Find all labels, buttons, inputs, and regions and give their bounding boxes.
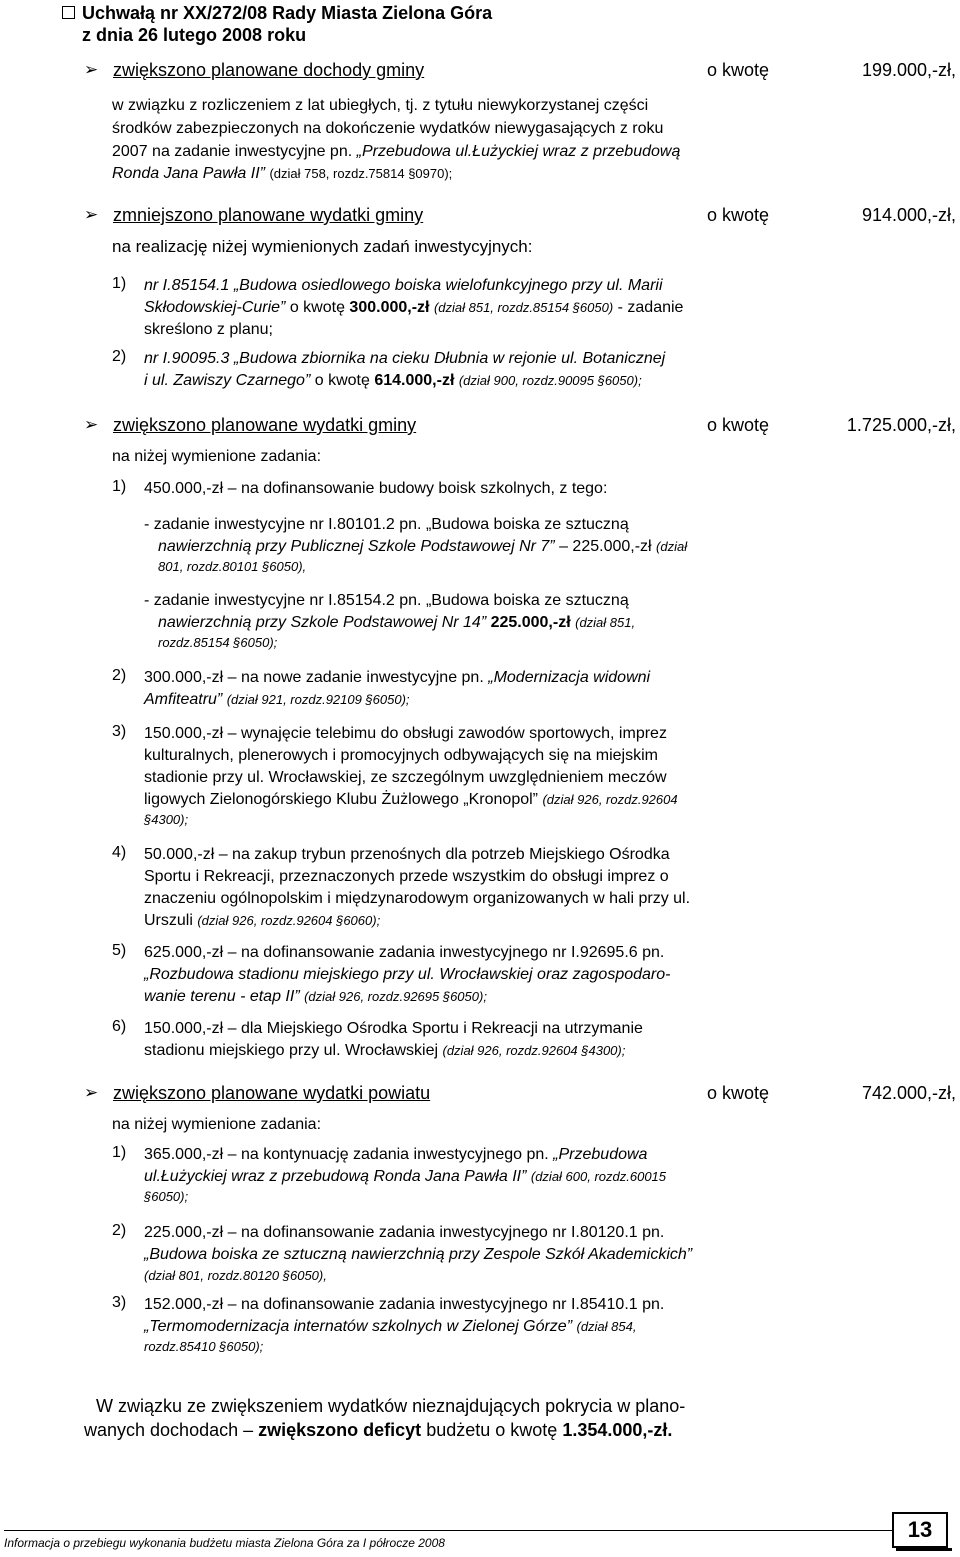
footer-rule [4,1530,892,1531]
section-amount: 742.000,-zł, [861,1083,956,1103]
list-item-line: „Budowa boiska ze sztuczną nawierzchnią przy Zespole Szkół Akademickich” [144,1246,693,1263]
list-item-line: (dział 801, rozdz.80120 §6050), [144,1268,327,1283]
section-intro: na niżej wymienione zadania: [112,448,322,465]
list-item-line: 152.000,-zł – na dofinansowanie zadania inwestycyjnego nr I.85410.1 pn. [144,1296,665,1313]
list-item-line: stadionie przy ul. Wrocławskiej, ze szczególnym uwzględnieniem meczów [144,769,667,786]
list-item-line: ul.Łużyckiej wraz z przebudową Ronda Jana Pawła II” (dział 600, rozdz.60015 [144,1168,667,1185]
list-number: 1) [112,1144,127,1161]
list-item-line: rozdz.85410 §6050); [144,1339,264,1354]
section-heading: zwiększono planowane wydatki gminy [113,415,417,435]
list-number: 4) [112,844,127,861]
list-item-line: Sportu i Rekreacji, przeznaczonych przede wszystkim do obsługi imprez o [144,868,669,885]
page-number-shadow [896,1548,952,1551]
list-item-line: 225.000,-zł – na dofinansowanie zadania inwestycyjnego nr I.80120.1 pn. [144,1224,665,1241]
o-kwote-label: o kwotę [707,415,770,435]
list-item-line: „Termomodernizacja internatów szkolnych w Zielonej Górze” (dział 854, [144,1318,637,1335]
sub-item-line: rozdz.85154 §6050); [158,635,278,650]
list-item-line: 150.000,-zł – wynajęcie telebimu do obsługi zawodów sportowych, imprez [144,725,667,742]
list-item-line: „Rozbudowa stadionu miejskiego przy ul. Wrocławskiej oraz zagospodaro- [144,966,671,983]
list-number: 3) [112,723,127,740]
list-item-line: 50.000,-zł – na zakup trybun przenośnych dla potrzeb Miejskiego Ośrodka [144,846,670,863]
list-item-line: §6050); [144,1189,189,1204]
list-number: 2) [112,1222,127,1239]
sub-item-line: nawierzchnią przy Szkole Podstawowej Nr 14” 225.000,-zł (dział 851, [158,614,636,631]
list-item-line: stadionu miejskiego przy ul. Wrocławskiej (dział 926, rozdz.92604 §4300); [144,1042,626,1059]
arrow-bullet-icon: ➢ [84,205,99,224]
list-item-line: Amfiteatru” (dział 921, rozdz.92109 §6050); [144,691,410,708]
section-intro: na niżej wymienione zadania: [112,1116,322,1133]
resolution-title-line1: Uchwałą nr XX/272/08 Rady Miasta Zielona Góra [82,3,493,23]
list-item-line: 300.000,-zł – na nowe zadanie inwestycyjne pn. „Modernizacja widowni [144,669,651,686]
o-kwote-label: o kwotę [707,205,770,225]
section-intro: na realizację niżej wymienionych zadań inwestycyjnych: [112,237,533,256]
footer-text: Informacja o przebiegu wykonania budżetu miasta Zielona Góra za I półrocze 2008 [4,1536,445,1550]
list-item-line: nr I.85154.1 „Budowa osiedlowego boiska wielofunkcyjnego przy ul. Marii [144,277,663,294]
list-number: 1) [112,478,127,495]
resolution-title-line2: z dnia 26 lutego 2008 roku [82,25,307,45]
list-item-line: skreślono z planu; [144,321,273,338]
sub-item-line: - zadanie inwestycyjne nr I.85154.2 pn. „Budowa boiska ze sztuczną [144,592,629,609]
section-heading: zwiększono planowane dochody gminy [113,60,425,80]
o-kwote-label: o kwotę [707,1083,770,1103]
paragraph-line: Ronda Jana Pawła II” (dział 758, rozdz.75814 §0970); [112,165,453,182]
section-amount: 1.725.000,-zł, [846,415,956,435]
section-heading: zwiększono planowane wydatki powiatu [113,1083,431,1103]
paragraph-line: 2007 na zadanie inwestycyjne pn. „Przebudowa ul.Łużyckiej wraz z przebudową [112,143,681,160]
list-item-line: i ul. Zawiszy Czarnego” o kwotę 614.000,-zł (dział 900, rozdz.90095 §6050); [144,372,642,389]
list-item-line: znaczeniu ogólnopolskim i międzynarodowym organizowanych w hali przy ul. [144,890,691,907]
sub-item-line: nawierzchnią przy Publicznej Szkole Podstawowej Nr 7” – 225.000,-zł (dział [158,538,688,555]
list-item-line: Skłodowskiej-Curie” o kwotę 300.000,-zł (dział 851, rozdz.85154 §6050) - zadanie [144,299,684,316]
arrow-bullet-icon: ➢ [84,415,99,434]
list-number: 2) [112,348,127,365]
list-item-line: ligowych Zielonogórskiego Klubu Żużlowego „Kronopol” (dział 926, rozdz.92604 [144,791,678,808]
list-item-line: §4300); [144,812,189,827]
list-item-line: wanie terenu - etap II” (dział 926, rozdz.92695 §6050); [144,988,487,1005]
list-item-line: kulturalnych, plenerowych i promocyjnych odbywających się na miejskim [144,747,658,764]
list-item-line: Urszuli (dział 926, rozdz.92604 §6060); [144,912,381,929]
list-number: 1) [112,275,127,292]
list-number: 2) [112,667,127,684]
closing-line: W związku ze zwiększeniem wydatków nieznajdujących pokrycia w plano- [96,1396,686,1416]
section-amount: 914.000,-zł, [861,205,956,225]
list-number: 5) [112,942,127,959]
arrow-bullet-icon: ➢ [84,60,99,79]
section-amount: 199.000,-zł, [861,60,956,80]
list-item-line: 365.000,-zł – na kontynuację zadania inwestycyjnego pn. „Przebudowa [144,1146,648,1163]
page-number: 13 [892,1512,948,1548]
checkbox-bullet-icon [62,6,75,19]
arrow-bullet-icon: ➢ [84,1083,99,1102]
list-item-line: 450.000,-zł – na dofinansowanie budowy boisk szkolnych, z tego: [144,480,608,497]
sub-item-line: - zadanie inwestycyjne nr I.80101.2 pn. „Budowa boiska ze sztuczną [144,516,629,533]
list-item-line: 150.000,-zł – dla Miejskiego Ośrodka Sportu i Rekreacji na utrzymanie [144,1020,643,1037]
paragraph-line: w związku z rozliczeniem z lat ubiegłych, tj. z tytułu niewykorzystanej części [112,97,649,114]
list-item-line: 625.000,-zł – na dofinansowanie zadania inwestycyjnego nr I.92695.6 pn. [144,944,665,961]
list-number: 6) [112,1018,127,1035]
paragraph-line: środków zabezpieczonych na dokończenie wydatków niewygasających z roku [112,120,664,137]
list-item-line: nr I.90095.3 „Budowa zbiornika na cieku Dłubnia w rejonie ul. Botanicznej [144,350,666,367]
sub-item-line: 801, rozdz.80101 §6050), [158,559,307,574]
closing-line: wanych dochodach – zwiększono deficyt budżetu o kwotę 1.354.000,-zł. [84,1420,673,1440]
section-heading: zmniejszono planowane wydatki gminy [113,205,424,225]
list-number: 3) [112,1294,127,1311]
o-kwote-label: o kwotę [707,60,770,80]
